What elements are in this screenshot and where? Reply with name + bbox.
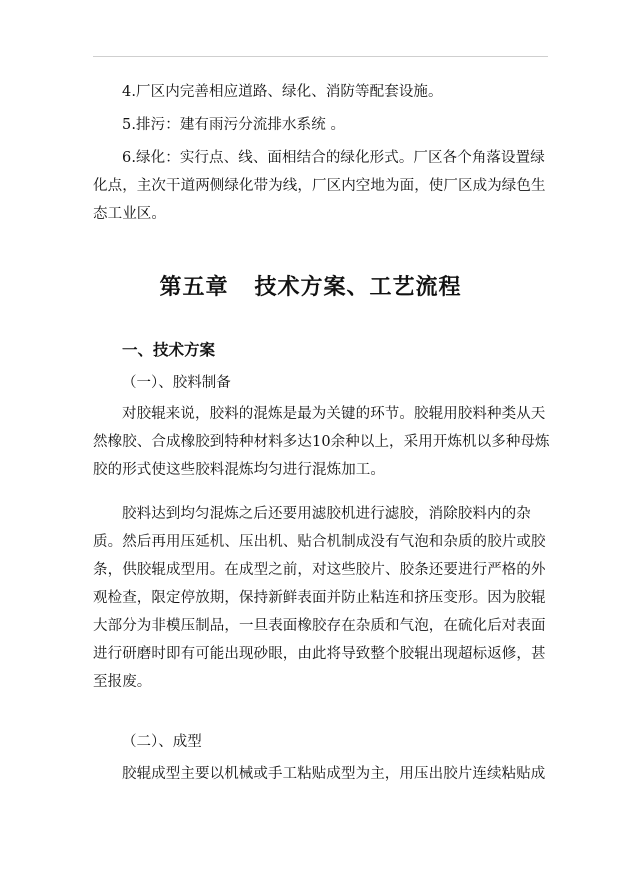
item-4: 4.厂区内完善相应道路、绿化、消防等配套设施。 (122, 84, 443, 100)
chapter-title (0, 270, 621, 301)
subsection-heading-1: （一）、胶料制备 (122, 375, 231, 391)
subsection-heading-2: （二）、成型 (122, 734, 202, 750)
paragraph-3: 胶辊成型主要以机械或手工粘贴成型为主，用压出胶片连续粘贴成 (122, 766, 546, 782)
header-rule (93, 56, 548, 57)
paragraph-2: 胶料达到均匀混炼之后还要用滤胶机进行滤胶，消除胶料内的杂质。然后再用压延机、压出机、贴合机制成没有气泡和杂质的胶片或胶条，供胶辊成型用。在成型之前，对这些胶片、胶条还要进行严格的外观检查，限定停放期，保持新鲜表面并防止粘连和挤压变形。因为胶辊大部分为非模压制品，一旦表面橡胶存在杂质和气泡，在硫化后对表面进行研磨时即有可能出现砂眼，由此将导致整个胶辊出现超标返修，甚至报废。 (93, 506, 546, 690)
paragraph-1: 对胶辊来说，胶料的混炼是最为关键的环节。胶辊用胶料种类从天然橡胶、合成橡胶到特种材料多达10余种以上，采用开炼机以多种母炼胶的形式使这些胶料混炼均匀进行混炼加工。 (93, 406, 550, 478)
chapter-name: 技术方案、工艺流程 (254, 274, 462, 300)
chapter-number: 第五章 (159, 274, 229, 300)
item-6: 6.绿化：实行点、线、面相结合的绿化形式。厂区各个角落设置绿化点，主次干道两侧绿化带为线，厂区内空地为面，使厂区成为绿色生态工业区。 (93, 150, 546, 222)
section-heading: 一、技术方案 (122, 340, 216, 359)
item-5: 5.排污：建有雨污分流排水系统 。 (122, 117, 346, 133)
